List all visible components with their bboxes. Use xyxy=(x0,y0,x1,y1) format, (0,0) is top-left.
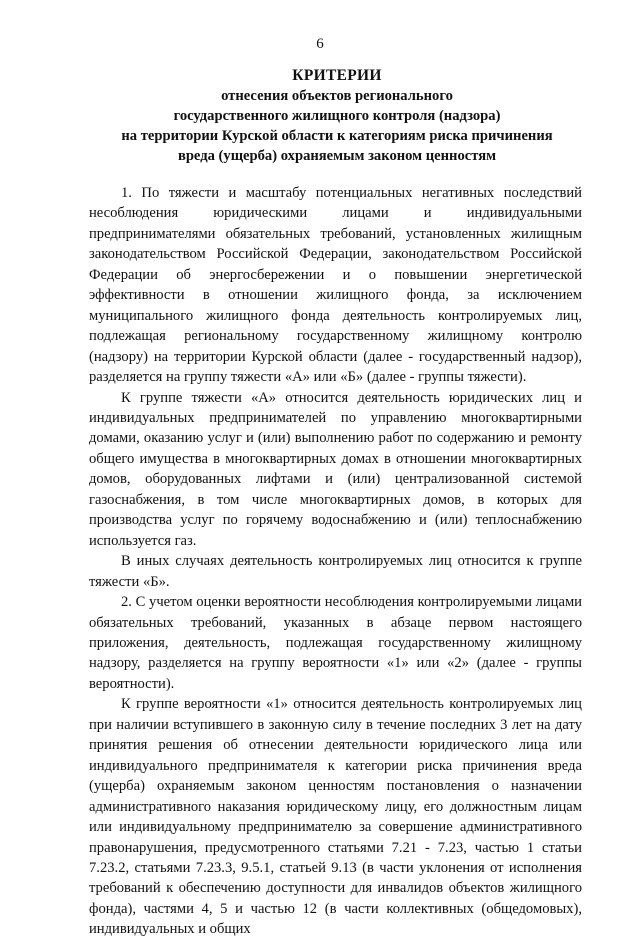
title-line: на территории Курской области к категориям риска причинения xyxy=(121,128,553,144)
paragraph: В иных случаях деятельность контролируемых лиц относится к группе тяжести «Б». xyxy=(89,553,582,590)
paragraph: 2. С учетом оценки вероятности несоблюдения контролируемыми лицами обязательных требований, указанных в абзаце первом настоящего приложения, деятельность, подлежащая государственному жилищному надзору, разделяется на группу вероятности «1» или «2» (далее - группы вероятности). xyxy=(89,594,582,692)
paragraph: К группе тяжести «А» относится деятельность юридических лиц и индивидуальных предпринимателей по управлению многоквартирными домами, оказанию услуг и (или) выполнению работ по содержанию и ремонту общего имущества в многоквартирных домах в отношении многоквартирных домов, оборудованных лифтами и (или) централизованной системой газоснабжения, в том числе многоквартирных домов, в которых для производства услуг по горячему водоснабжению и (или) теплоснабжению используется газ. xyxy=(89,389,582,549)
title-line: государственного жилищного контроля (надзора) xyxy=(173,108,501,124)
page-number: 6 xyxy=(316,36,324,52)
paragraph: 1. По тяжести и масштабу потенциальных негативных последствий несоблюдения юридическими лицами и индивидуальными предпринимателями обязательных требований, установленных жилищным законодательством Российской Федерации, законодательством Российской Федерации об энергосбережении и о повышении энергетической эффективности в отношении жилищного фонда, за исключением муниципального жилищного фонда деятельность контролируемых лиц, подлежащая региональному государственному жилищному контролю (надзору) на территории Курской области (далее - государственный надзор), разделяется на группу тяжести «А» или «Б» (далее - группы тяжести). xyxy=(89,185,582,386)
document-body xyxy=(89,183,582,940)
document-title xyxy=(72,66,602,166)
title-line: вреда (ущерба) охраняемым законом ценностям xyxy=(177,148,497,164)
title-line: отнесения объектов регионального xyxy=(221,88,453,104)
paragraph: К группе вероятности «1» относится деятельность контролируемых лиц при наличии вступившего в законную силу в течение последних 3 лет на дату принятия решения об отнесении деятельности юридического лица или индивидуального предпринимателя к категории риска причинения вреда (ущерба) охраняемым законом ценностям постановления о назначении административного наказания юридическому лицу, его должностным лицам или индивидуальному предпринимателю за совершение административного правонарушения, предусмотренного статьями 7.21 - 7.23, частью 1 статьи 7.23.2, статьями 7.23.3, 9.5.1, статьей 9.13 (в части уклонения от исполнения требований к обеспечению доступности для инвалидов объектов жилищного фонда), частями 4, 5 и частью 12 (в части коллективных (общедомовых), индивидуальных и общих xyxy=(89,696,582,938)
title-heading: КРИТЕРИИ xyxy=(292,67,382,84)
